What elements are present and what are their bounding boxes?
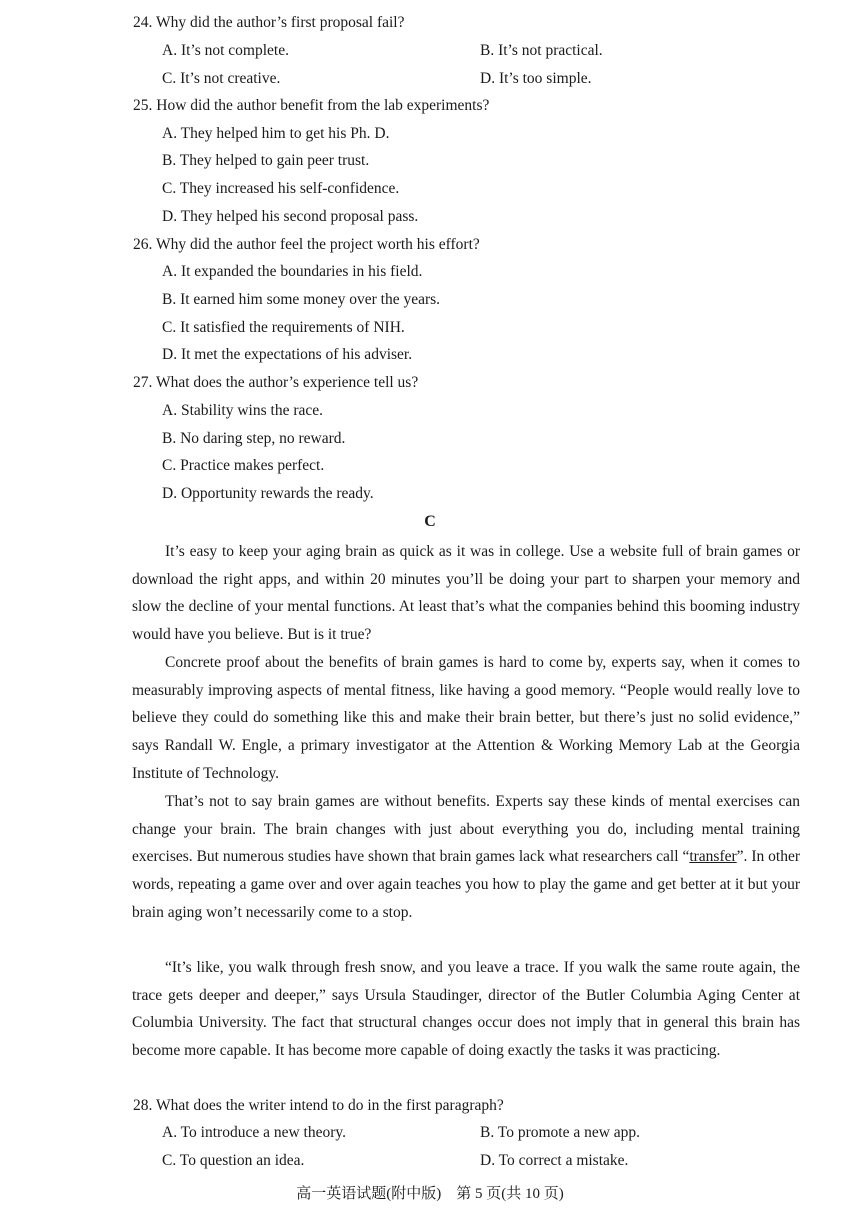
question-26-stem: 26. Why did the author feel the project worth his effort? [133,236,480,253]
question-24-option-d: D. It’s too simple. [480,70,592,87]
passage-paragraph-4: “It’s like, you walk through fresh snow, and you leave a trace. If you walk the same route again, the trace gets deeper and deeper,” says Ursula Staudinger, director of the Butler Columbia Aging Center at Columbia University. The fact that structural changes occur does not imply that in general this brain has become more capable. It has become more capable of doing exactly the tasks it was practicing. [132,959,800,1060]
question-25-option-a: A. They helped him to get his Ph. D. [162,125,390,142]
question-24-option-b: B. It’s not practical. [480,42,603,59]
question-28-stem: 28. What does the writer intend to do in the first paragraph? [133,1097,504,1114]
passage-paragraph-2: Concrete proof about the benefits of brain games is hard to come by, experts say, when it comes to measurably improving aspects of mental fitness, like having a good memory. “People would really love to believe they could do something like this and make their brain better, but there’s just no solid evidence,” says Randall W. Engle, a primary investigator at the Attention & Working Memory Lab at the Georgia Institute of Technology. [132,654,800,782]
question-28-option-d: D. To correct a mistake. [480,1152,629,1169]
underlined-word-transfer: transfer [689,848,737,866]
question-27-option-c: C. Practice makes perfect. [162,457,325,474]
question-27-option-d: D. Opportunity rewards the ready. [162,485,374,502]
page-footer: 高一英语试题(附中版) 第 5 页(共 10 页) [296,1186,564,1202]
question-25-option-c: C. They increased his self-confidence. [162,180,400,197]
question-28-option-a: A. To introduce a new theory. [162,1124,347,1141]
paragraph-3-text-before: That’s not to say brain games are without benefits. Experts say these kinds of mental exercises can change your brain. The brain changes with just about everything you do, including mental training exercises. But numerous studies have shown that brain games lack what researchers call “ [132,793,800,866]
question-26-option-d: D. It met the expectations of his adviser. [162,346,413,363]
section-heading: C [424,513,436,530]
passage-paragraph-3 [132,788,800,927]
question-25-option-d: D. They helped his second proposal pass. [162,208,419,225]
question-27-stem: 27. What does the author’s experience tell us? [133,374,419,391]
question-27-option-b: B. No daring step, no reward. [162,430,346,447]
question-24-option-a: A. It’s not complete. [162,42,289,59]
question-25-stem: 25. How did the author benefit from the lab experiments? [133,97,490,114]
question-28-option-c: C. To question an idea. [162,1152,305,1169]
question-26-option-c: C. It satisfied the requirements of NIH. [162,319,405,336]
paragraph-3-text-after: ”. In other words, repeating a game over and over again teaches you how to play the game and get better at it but your brain aging won’t necessarily come to a stop. [132,848,800,921]
question-25-option-b: B. They helped to gain peer trust. [162,152,370,169]
question-26-option-b: B. It earned him some money over the years. [162,291,441,308]
question-24-option-c: C. It’s not creative. [162,70,281,87]
question-27-option-a: A. Stability wins the race. [162,402,323,419]
question-28-option-b: B. To promote a new app. [480,1124,641,1141]
question-24-stem: 24. Why did the author’s first proposal fail? [133,14,405,31]
passage-paragraph-1: It’s easy to keep your aging brain as quick as it was in college. Use a website full of brain games or download the right apps, and within 20 minutes you’ll be doing your part to sharpen your memory and slow the decline of your mental functions. At least that’s what the companies behind this booming industry would have you believe. But is it true? [132,543,800,644]
question-26-option-a: A. It expanded the boundaries in his field. [162,263,423,280]
